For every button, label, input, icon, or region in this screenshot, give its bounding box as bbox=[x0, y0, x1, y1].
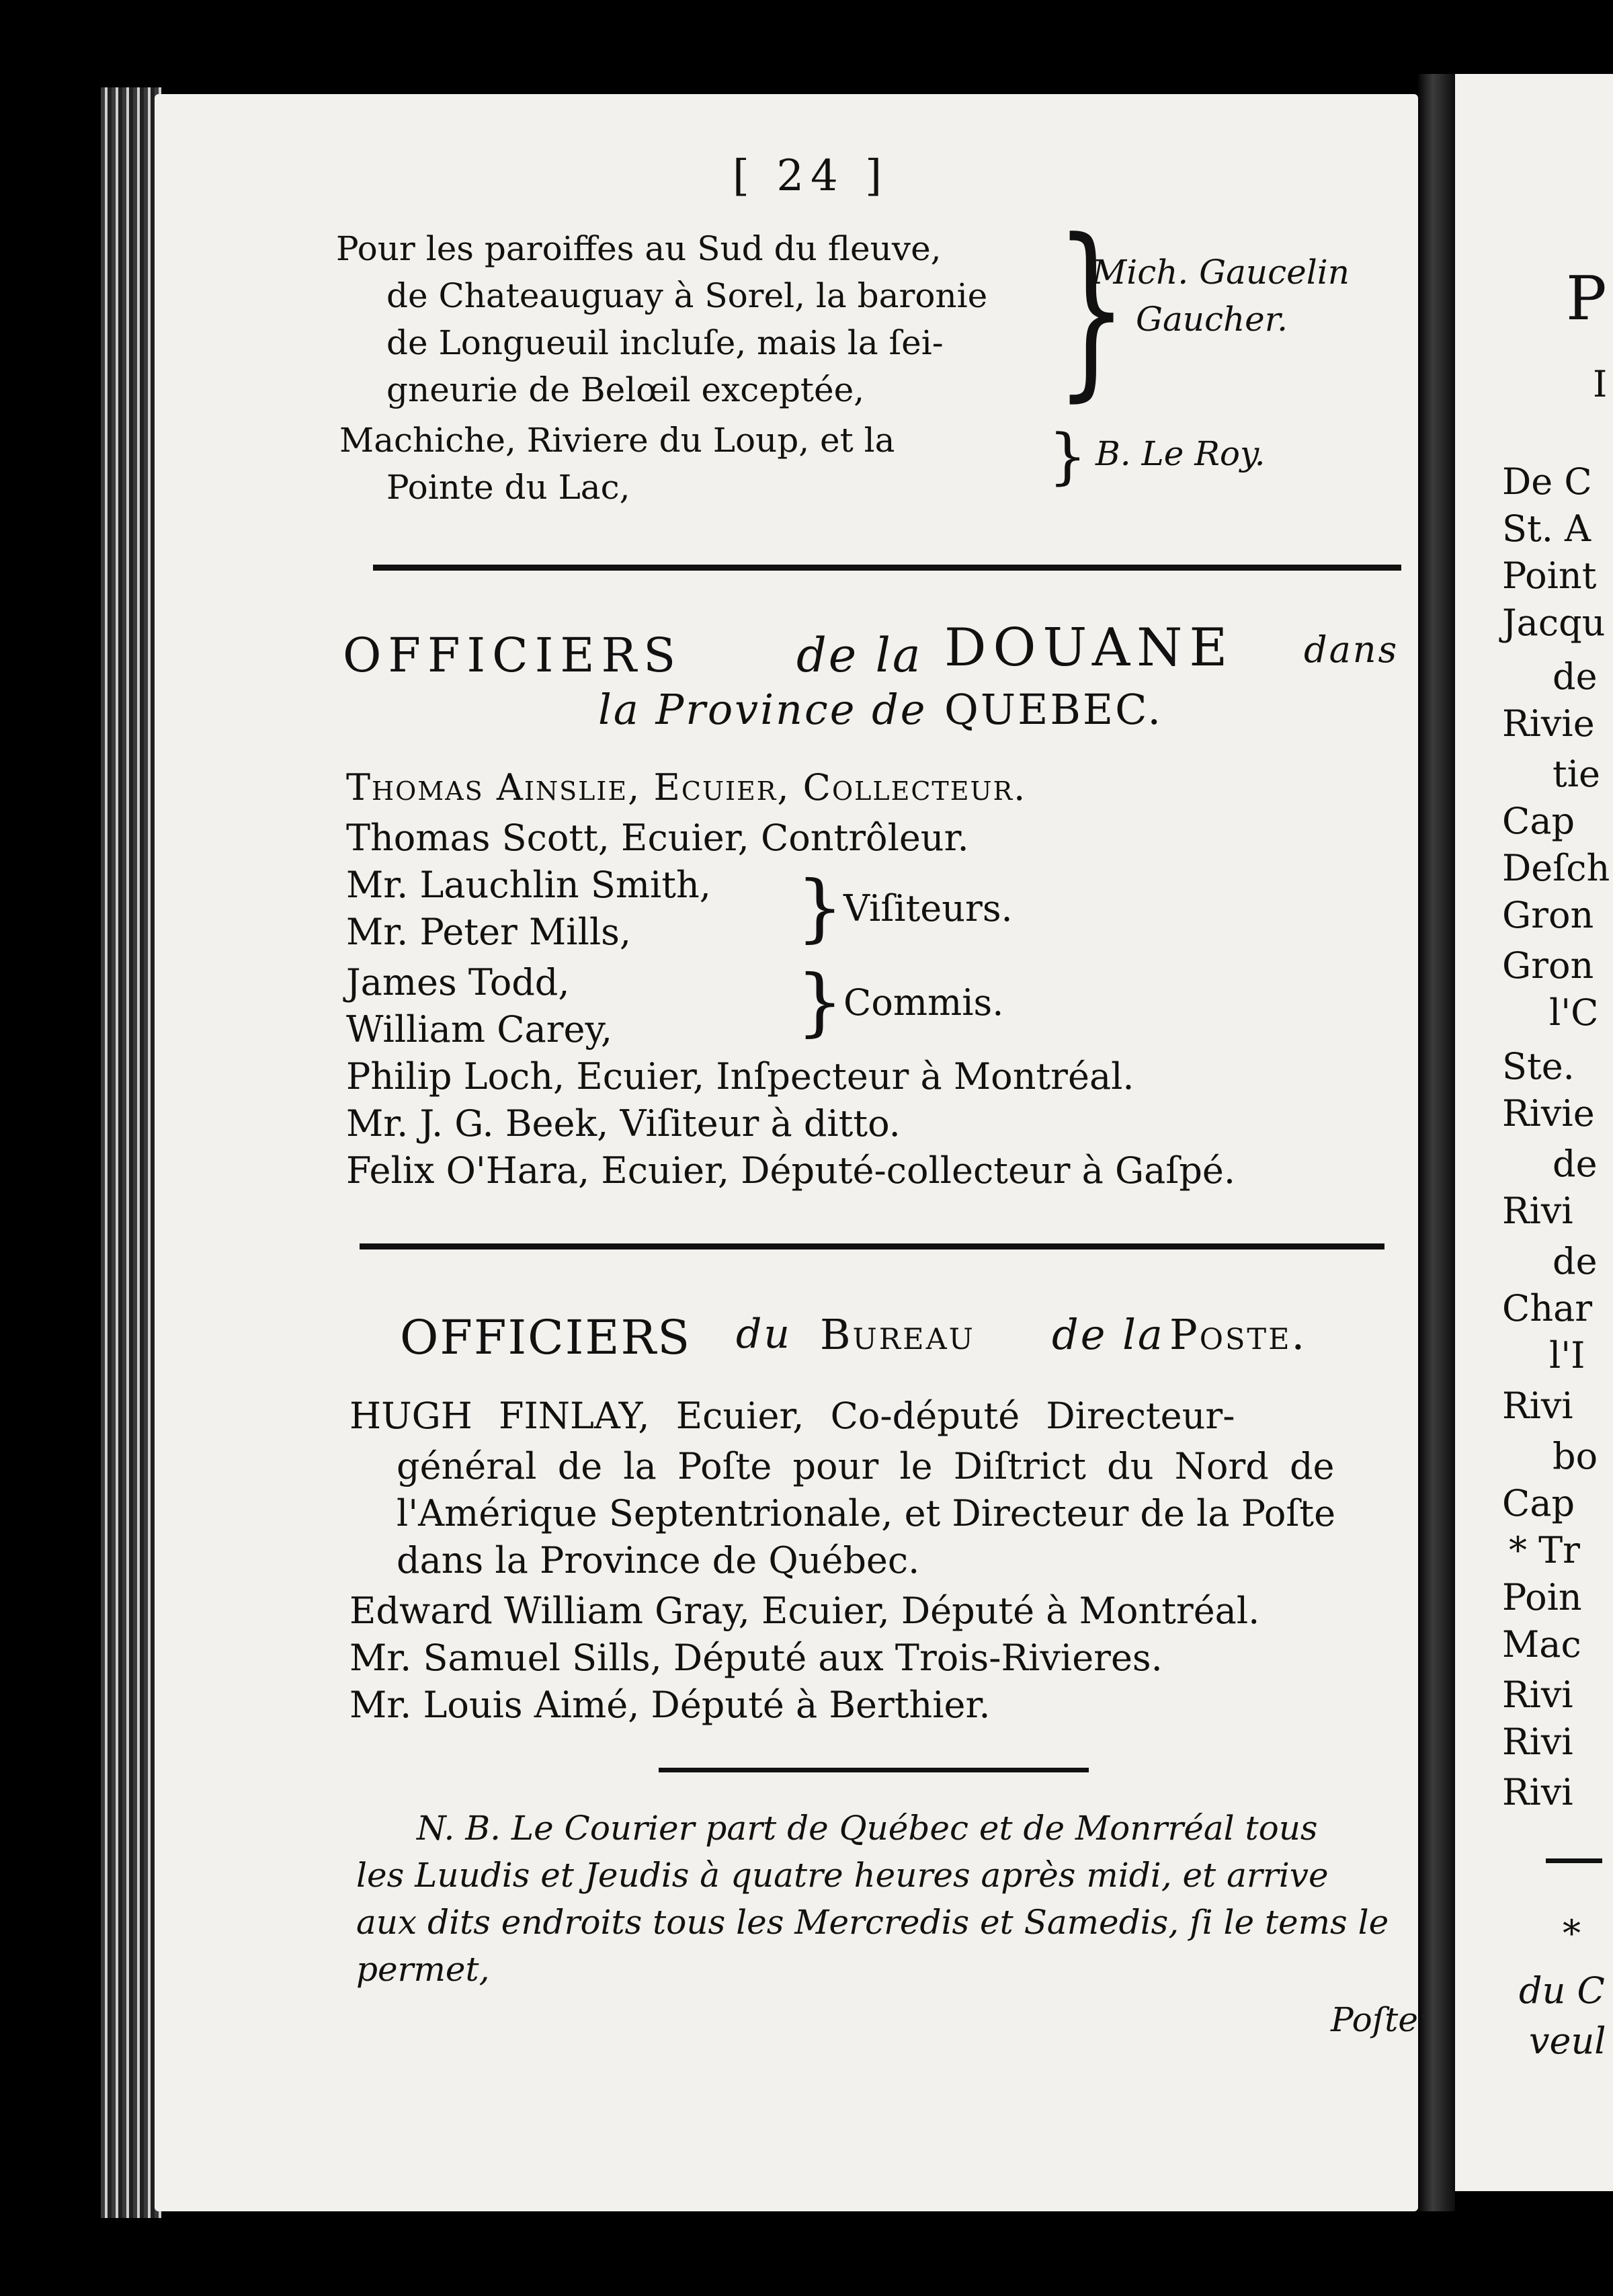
finlay-line-4: dans la Province de Québec. bbox=[397, 1539, 920, 1582]
facing-fragment: * Tr bbox=[1509, 1529, 1580, 1571]
poste-entry-2: Mr. Samuel Sills, Député aux Trois-Rivieres. bbox=[349, 1637, 1163, 1679]
machiche-line-2: Pointe du Lac, bbox=[386, 468, 630, 507]
facing-fragment: Gron bbox=[1502, 894, 1594, 936]
facing-fragment: Cap bbox=[1502, 1482, 1575, 1524]
facing-fragment: Poin bbox=[1502, 1576, 1582, 1618]
parishes-officer-2: Gaucher. bbox=[1136, 300, 1288, 339]
brace-icon: } bbox=[1055, 200, 1128, 419]
douane-heading-province: la Province de bbox=[598, 685, 927, 734]
douane-heading-officiers: OFFICIERS bbox=[343, 628, 683, 683]
poste-heading-de-la: de la bbox=[1052, 1310, 1165, 1359]
facing-fragment: Gron bbox=[1502, 944, 1594, 987]
section-divider bbox=[373, 565, 1401, 571]
facing-fragment: veul bbox=[1529, 2020, 1606, 2062]
facing-fragment: P bbox=[1566, 263, 1607, 334]
facing-fragment: tie bbox=[1553, 753, 1600, 795]
brace-icon: } bbox=[796, 864, 843, 950]
parishes-line-3: de Longueuil incluſe, mais la ſei- bbox=[386, 323, 944, 362]
facing-fragment: Deſch bbox=[1502, 847, 1610, 889]
douane-entry-2: Thomas Scott, Ecuier, Contrôleur. bbox=[346, 817, 969, 859]
page-number: [ 24 ] bbox=[733, 151, 889, 201]
book-edge bbox=[101, 87, 161, 2218]
nota-bene-line-2: les Luudis et Jeudis à quatre heures après midi, et arrive bbox=[356, 1856, 1329, 1895]
facing-fragment: Char bbox=[1502, 1287, 1593, 1329]
book-gutter bbox=[1418, 74, 1455, 2211]
poste-heading-du: du bbox=[736, 1311, 792, 1358]
finlay-line-1: HUGH FINLAY, Ecuier, Co-député Directeur- bbox=[349, 1395, 1235, 1437]
facing-fragment: I bbox=[1593, 363, 1608, 405]
douane-entry-4: Mr. Peter Mills, bbox=[346, 911, 631, 953]
facing-divider bbox=[1546, 1858, 1602, 1863]
nota-bene-line-3: aux dits endroits tous les Mercredis et Samedis, ſi le tems le bbox=[356, 1903, 1389, 1942]
douane-entry-3: Mr. Lauchlin Smith, bbox=[346, 864, 711, 906]
poste-entry-3: Mr. Louis Aimé, Député à Berthier. bbox=[349, 1684, 991, 1726]
parishes-officer-1: Mich. Gaucelin bbox=[1092, 253, 1350, 292]
visiteurs-label: Viſiteurs. bbox=[843, 887, 1013, 930]
brace-icon: } bbox=[796, 958, 843, 1044]
parishes-line-2: de Chateauguay à Sorel, la baronie bbox=[386, 276, 988, 315]
douane-heading-quebec: QUEBEC. bbox=[944, 685, 1163, 734]
parishes-line-4: gneurie de Belœil exceptée, bbox=[386, 370, 865, 409]
facing-fragment: de bbox=[1553, 1240, 1598, 1282]
finlay-line-2: général de la Poſte pour le Diſtrict du Nord de bbox=[397, 1445, 1335, 1487]
nota-bene-line-1: N. B. Le Courier part de Québec et de Monrréal tous bbox=[417, 1809, 1318, 1848]
facing-fragment: l'C bbox=[1549, 991, 1599, 1034]
facing-fragment: Rivi bbox=[1502, 1674, 1573, 1716]
facing-fragment: du C bbox=[1519, 1969, 1605, 2012]
commis-label: Commis. bbox=[843, 981, 1004, 1024]
facing-fragment: Cap bbox=[1502, 800, 1575, 842]
facing-fragment: Rivie bbox=[1502, 702, 1595, 745]
brace-icon: } bbox=[1048, 421, 1087, 492]
facing-fragment: Jacqu bbox=[1502, 602, 1606, 644]
facing-fragment: * bbox=[1563, 1912, 1581, 1955]
douane-entry-7: Philip Loch, Ecuier, Inſpecteur à Montréal. bbox=[346, 1055, 1134, 1098]
facing-fragment: Mac bbox=[1502, 1623, 1581, 1666]
douane-entry-5: James Todd, bbox=[346, 961, 570, 1003]
douane-entry-9: Felix O'Hara, Ecuier, Député-collecteur à Gaſpé. bbox=[346, 1149, 1236, 1192]
finlay-line-3: l'Amérique Septentrionale, et Directeur de la Poſte bbox=[397, 1492, 1336, 1534]
douane-entry-6: William Carey, bbox=[346, 1008, 612, 1051]
douane-entry-8: Mr. J. G. Beek, Viſiteur à ditto. bbox=[346, 1102, 901, 1145]
facing-fragment: Ste. bbox=[1502, 1045, 1575, 1088]
section-divider bbox=[360, 1243, 1384, 1249]
poste-entry-1: Edward William Gray, Ecuier, Député à Montréal. bbox=[349, 1590, 1260, 1632]
douane-heading-douane: DOUANE bbox=[944, 618, 1235, 678]
facing-fragment: Rivi bbox=[1502, 1190, 1573, 1232]
facing-fragment: Point bbox=[1502, 555, 1597, 597]
facing-fragment: St. A bbox=[1502, 507, 1591, 550]
parishes-line-1: Pour les paroiffes au Sud du fleuve, bbox=[336, 229, 942, 268]
facing-fragment: De C bbox=[1502, 460, 1592, 503]
douane-entry-1: Thomas Ainslie, Ecuier, Collecteur. bbox=[346, 766, 1027, 809]
machiche-line-1: Machiche, Riviere du Loup, et la bbox=[339, 421, 895, 460]
poste-heading-officiers: OFFICIERS bbox=[400, 1310, 692, 1365]
facing-fragment: de bbox=[1553, 655, 1598, 698]
douane-heading-dans: dans bbox=[1304, 628, 1399, 671]
facing-fragment: Rivie bbox=[1502, 1092, 1595, 1135]
facing-fragment: Rivi bbox=[1502, 1721, 1573, 1763]
facing-fragment: Rivi bbox=[1502, 1385, 1573, 1427]
machiche-officer: B. Le Roy. bbox=[1095, 434, 1266, 473]
facing-fragment: Rivi bbox=[1502, 1771, 1573, 1813]
poste-heading-poste: Poste. bbox=[1169, 1310, 1307, 1359]
facing-fragment: de bbox=[1553, 1143, 1598, 1185]
book-page bbox=[155, 94, 1418, 2211]
nota-bene-line-4: permet, bbox=[356, 1950, 490, 1989]
poste-heading-bureau: Bureau bbox=[820, 1310, 975, 1359]
short-divider bbox=[659, 1768, 1089, 1772]
catchword: Poſte bbox=[1331, 2000, 1418, 2039]
douane-heading-de-la: de la bbox=[796, 628, 923, 683]
facing-fragment: l'I bbox=[1549, 1334, 1585, 1377]
facing-fragment: bo bbox=[1553, 1435, 1598, 1477]
